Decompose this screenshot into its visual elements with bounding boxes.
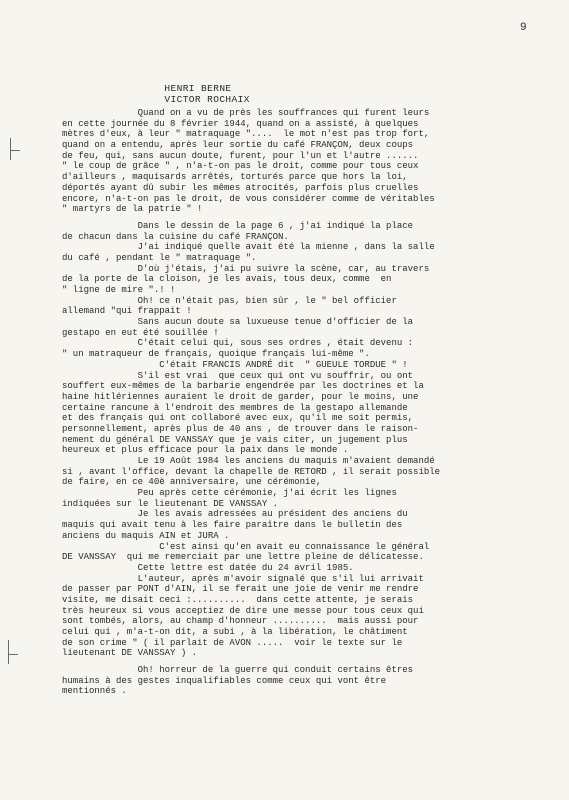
text-line: quand on a entendu, après leur sortie du café FRANÇON, deux coups [62,140,414,151]
text-line: mentionnés . [62,686,127,697]
text-line: mètres d'eux, à leur " matraquage ".... le mot n'est pas trop fort, [62,129,430,140]
text-line: personnellement, après plus de 40 ans , de trouver dans le raison- [62,423,419,434]
text-line: maquis qui avait tenu à les faire paraître dans le bulletin des [62,520,403,531]
text-line: de feu, qui, sans aucun doute, furent, pour l'un et l'autre ...... [62,150,419,161]
text-line: C'est ainsi qu'en avait eu connaissance le général [62,541,430,552]
paragraph [62,108,530,215]
text-line: si , avant l'office, devant la chapelle de RETORD , il serait possible [62,466,441,477]
paragraph [62,665,530,697]
text-line: heureux et plus efficace pour la paix dans le monde . [62,445,349,456]
text-line: Je les avais adressées au président des anciens du [62,509,408,520]
text-line: Sans aucun doute sa luxueuse tenue d'officier de la [62,317,414,328]
text-line: L'auteur, après m'avoir signalé que s'il lui arrivait [62,573,424,584]
text-line: et des français qui ont collaboré avec eux, qu'il me soit permis, [62,413,414,424]
text-line: haine hitlériennes auraient le droit de garder, pour le moins, une [62,391,419,402]
text-line: Cette lettre est datée du 24 avril 1985. [62,562,354,573]
text-line: certaine rancune à l'endroit des membres de la gestapo allemande [62,402,408,413]
margin-mark [8,654,18,655]
text-line: Oh! horreur de la guerre qui conduit certains êtres [62,665,414,676]
text-line: celui qui , m'a-t-on dit, a subi , à la libération, le châtiment [62,627,408,637]
text-line: déportés ayant dû subir les mêmes atrocités, parfois plus cruelles [62,182,419,193]
author-name: HENRI BERNE [164,83,232,94]
text-line: de faire, en ce 40è anniversaire, une cérémonie, [62,477,322,488]
text-line: encore, n'a-t-on pas le droit, de vous considérer comme de véritables [62,193,435,204]
text-line: du café , pendant le " matraquage ". [62,252,257,263]
text-line: visite, me disait ceci :.......... dans cette attente, je serais [62,594,414,605]
author-name: VICTOR ROCHAIX [164,94,250,105]
body-text [62,108,530,697]
text-line: nement du général DE VANSSAY que je vais citer, un jugement plus [62,434,408,445]
text-line: en cette journée du 8 février 1944, quand on a assisté, à quelques [62,118,419,129]
text-line: S'il est vrai que ceux qui ont vu souffrir, ou ont [62,370,414,381]
text-line: anciens du maquis AIN et JURA . [62,530,230,541]
text-line: de son crime " ( il parlait de AVON ..... voir le texte sur le [62,637,403,648]
text-line: gestapo en eut été souillée ! [62,327,219,338]
text-line: humains à des gestes inqualifiables comme ceux qui vont être [62,675,387,686]
text-line: allemand "qui frappait ! [62,306,192,317]
text-line: C'était celui qui, sous ses ordres , était devenu : [62,338,414,349]
page-number: 9 [520,22,527,34]
paragraph [62,221,530,659]
text-line: de chacun dans la cuisine du café FRANÇON. [62,231,289,242]
text-line: de passer par PONT d'AIN, il se ferait une joie de venir me rendre [62,584,419,595]
text-line: indiquées sur le lieutenant DE VANSSAY . [62,498,279,509]
text-line: très heureux si vous acceptiez de dire une messe pour tous ceux qui [62,605,424,616]
text-line: souffert eux-mêmes de la barbarie engendrée par les doctrines et la [62,381,424,392]
text-line: " le coup de grâce " , n'a-t-on pas le droit, comme pour tous ceux [62,161,419,172]
text-line: d'ailleurs , maquisards arrêtés, torturés parce que hors la loi, [62,172,408,183]
text-line: D'où j'étais, j'ai pu suivre la scène, car, au travers [62,263,430,274]
margin-mark [10,138,11,160]
text-line: C'était FRANCIS ANDRÉ dit " GUEULE TORDUE " ! [62,359,408,370]
text-line: Le 19 Août 1984 les anciens du maquis m'avaient demandé [62,456,435,466]
text-line: " un matraqueur de français, quoique français lui-même ". [62,349,370,360]
margin-mark [8,640,9,664]
text-line: Oh! ce n'était pas, bien sûr , le " bel officier [62,295,397,306]
text-line: " martyrs de la patrie " ! [62,204,203,215]
margin-mark [10,150,20,151]
text-line: Peu après cette cérémonie, j'ai écrit les lignes [62,488,397,499]
text-line: de la porte de la cloison, je les avais, tous deux, comme en [62,274,392,285]
text-line: sont tombés, alors, au champ d'honneur .......... mais aussi pour [62,616,419,627]
text-line: DE VANSSAY qui me remerciait par une lettre pleine de délicatesse. [62,552,424,563]
text-line: " ligne de mire ".! ! [62,285,176,295]
text-line: lieutenant DE VANSSAY ) . [62,648,198,659]
text-line: Dans le dessin de la page 6 , j'ai indiqué la place [62,220,414,231]
text-line: Quand on a vu de près les souffrances qui furent leurs [62,108,430,118]
text-line: J'ai indiqué quelle avait été la mienne , dans la salle [62,242,435,253]
